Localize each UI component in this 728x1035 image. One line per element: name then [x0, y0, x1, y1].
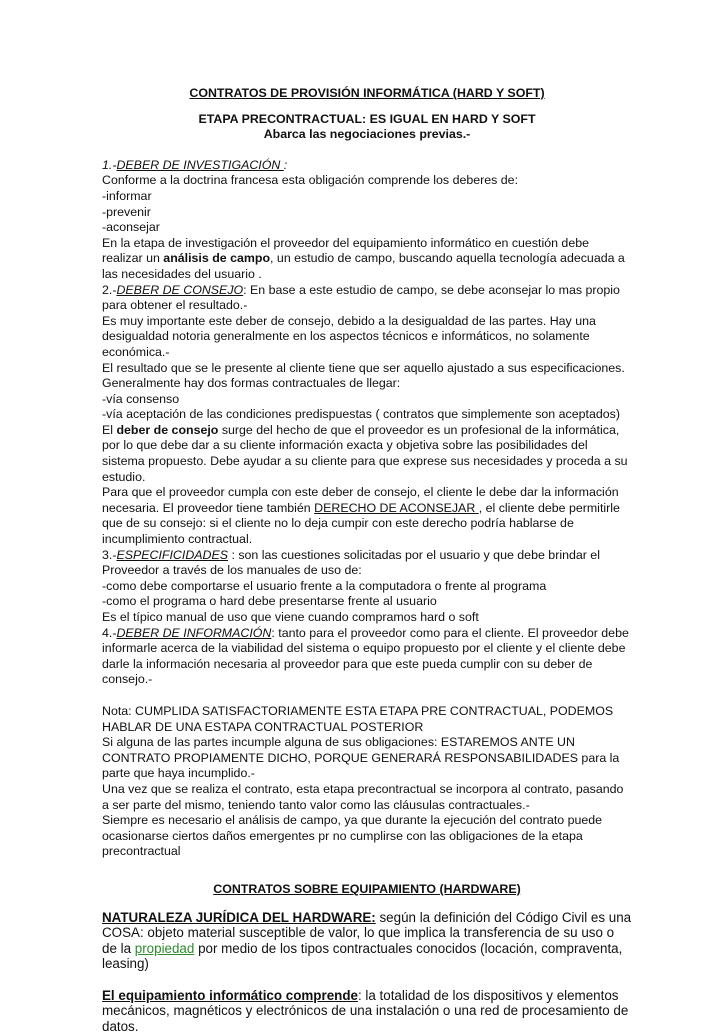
- underlined-phrase: DERECHO DE ACONSEJAR: [314, 500, 479, 515]
- list-item: -informar: [102, 188, 152, 203]
- sec1-heading-line: 1.-DEBER DE INVESTIGACIÓN :: [102, 157, 288, 172]
- sec4-paragraph: 4.-DEBER DE INFORMACIÓN: tanto para el proveedor como para el cliente. El proveedor debe informarle acerca de la viabilidad del sistema o equipo propuesto por el cliente y el cliente debe darle la información necesaria al proveedor para que este pueda cumplir con su deber de consejo.-: [102, 625, 629, 687]
- list-item: -como el programa o hard debe presentarse frente al usuario: [102, 594, 437, 609]
- bold-phrase: deber de consejo: [116, 422, 219, 437]
- equipment-paragraph: El equipamiento informático comprende: la totalidad de los dispositivos y elementos mecánicos, magnéticos y electrónicos de una instalación o una red de procesamiento de datos.: [102, 987, 629, 1035]
- sec3-paragraph: 3.-ESPECIFICIDADES : son las cuestiones solicitadas por el usuario y que debe brindar el Proveedor a través de los manuales de uso de:: [102, 547, 600, 578]
- section-title-precontractual: ETAPA PRECONTRACTUAL: ES IGUAL EN HARD Y SOFT: [198, 111, 536, 126]
- paragraph: Para que el proveedor cumpla con este deber de consejo, el cliente le debe dar la información necesaria. El proveedor tiene también DERECHO DE ACONSEJAR , el cliente debe permitirle que de su consejo: si el cliente no lo deja cumpir con este derecho podría hablarse de incumplimiento contractual.: [102, 485, 620, 547]
- bold-phrase: análisis de campo: [163, 251, 271, 266]
- paragraph: Si alguna de las partes incumple alguna de sus obligaciones: ESTAREMOS ANTE UN CONTRATO PROPIAMENTE DICHO, PORQUE GENERARÁ RESPONSABILIDADES para la parte que haya incumplido.-: [102, 735, 620, 781]
- paragraph: El resultado que se le presente al cliente tiene que ser aquello ajustado a sus especificaciones. Generalmente hay dos formas contractuales de llegar:: [102, 360, 625, 391]
- paragraph: Es el típico manual de uso que viene cuando compramos hard o soft: [102, 610, 479, 624]
- paragraph: En la etapa de investigación el proveedor del equipamiento informático en cuestión debe realizar un análisis de campo, un estudio de campo, buscando aquella tecnología adecuada a las necesidades del usuario .: [102, 235, 625, 281]
- list-item: -vía consenso: [102, 391, 180, 406]
- paragraph: Siempre es necesario el análisis de campo, ya que durante la ejecución del contrato puede ocasionarse ciertos daños emergentes pr no cumplirse con las obligaciones de la etapa precontractual: [102, 813, 603, 859]
- bold-heading: El equipamiento informático comprende: [102, 987, 358, 1003]
- hardware-nature-paragraph: NATURALEZA JURÍDICA DEL HARDWARE: según la definición del Código Civil es una COSA: objeto material susceptible de valor, lo que implica la transferencia de su uso o de la propiedad por medio de los tipos contractuales conocidos (locación, compraventa, leasing): [102, 909, 632, 972]
- list-item: -aconsejar: [102, 220, 160, 235]
- list-item: -como debe comportarse el usuario frente a la computadora o frente al programa: [102, 578, 547, 593]
- sec1-heading: DEBER DE INVESTIGACIÓN: [116, 157, 284, 172]
- propiedad-link[interactable]: propiedad: [134, 940, 195, 956]
- paragraph: El deber de consejo surge del hecho de que el proveedor es un profesional de la informática, por lo que debe dar a su cliente información exacta y objetiva sobre las posibilidades del sistema propuesto. Debe ayudar a su cliente para que exprese sus necesidades y proceda a su estudio.: [102, 422, 628, 484]
- paragraph: Conforme a la doctrina francesa esta obligación comprende los deberes de:: [102, 173, 519, 188]
- sec4-heading: DEBER DE INFORMACIÓN: [116, 625, 272, 640]
- section-subtitle: Abarca las negociaciones previas.-: [263, 127, 471, 142]
- sec2-heading: DEBER DE CONSEJO: [116, 282, 244, 297]
- paragraph: Una vez que se realiza el contrato, esta etapa precontractual se incorpora al contrato, pasando a ser parte del mismo, teniendo tanto valor como las cláusulas contractuales.-: [102, 781, 624, 812]
- list-item: -prevenir: [102, 204, 151, 219]
- sec2-paragraph: 2.-DEBER DE CONSEJO: En base a este estudio de campo, se debe aconsejar lo mas propio para obtener el resultado.-: [102, 282, 620, 313]
- sec3-heading: ESPECIFICIDADES: [116, 547, 229, 562]
- hardware-section-title: CONTRATOS SOBRE EQUIPAMIENTO (HARDWARE): [213, 881, 521, 896]
- list-item: -vía aceptación de las condiciones predispuestas ( contratos que simplemente son aceptados): [102, 407, 620, 422]
- bold-heading: NATURALEZA JURÍDICA DEL HARDWARE:: [102, 909, 376, 925]
- note-paragraph: Nota: CUMPLIDA SATISFACTORIAMENTE ESTA ETAPA PRE CONTRACTUAL, PODEMOS HABLAR DE UNA ESTAPA CONTRACTUAL POSTERIOR: [102, 703, 614, 734]
- document-page: [102, 86, 632, 1035]
- paragraph: Es muy importante este deber de consejo, debido a la desigualdad de las partes. Hay una desigualdad notoria generalmente en los aspectos técnicos e informáticos, no solamente económica.-: [102, 313, 596, 359]
- document-title: CONTRATOS DE PROVISIÓN INFORMÁTICA (HARD Y SOFT): [189, 86, 545, 100]
